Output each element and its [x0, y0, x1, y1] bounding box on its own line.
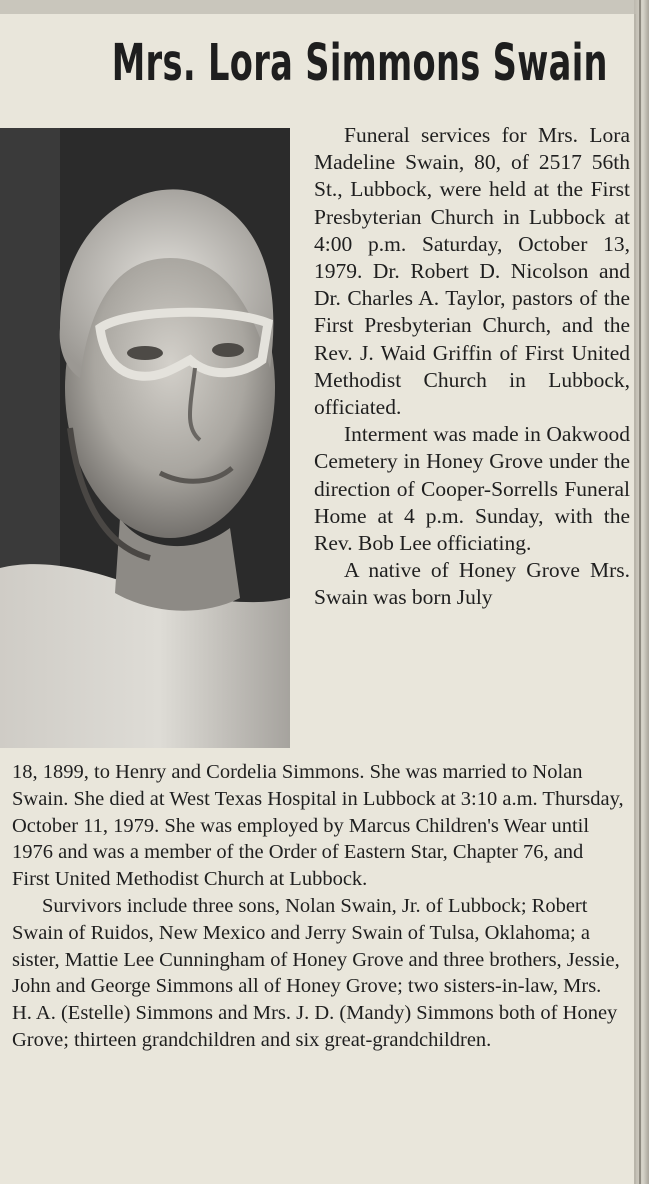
paragraph-funeral-services: Funeral services for Mrs. Lora Madeline Swain, 80, of 2517 56th St., Lubbock, were held at the First Presbyterian Church in Lubbock at 4:00 p.m. Saturday, October 13, 1979. Dr. Robert D. Nicolson and Dr. Charles A. Taylor, pastors of the First Presbyterian Church, and the Rev. J. Waid Griffin of First United Methodist Church in Lubbock, officiated. [314, 123, 630, 420]
paragraph-survivors: Survivors include three sons, Nolan Swain, Jr. of Lubbock; Robert Swain of Ruidos, New Mexico and Jerry Swain of Tulsa, Oklahoma; a sister, Mattie Lee Cunningham of Honey Grove and three brothers, Jessie, John and George Simmons all of Honey Grove; two sisters-in-law, Mrs. H. A. (Estelle) Simmons and Mrs. J. D. (Mandy) Simmons both of Honey Grove; thirteen grandchildren and six great-grandchildren. [12, 894, 620, 1051]
obituary-headline: Mrs. Lora Simmons Swain [111, 34, 608, 93]
portrait-photo-icon [0, 128, 290, 748]
article-column-text [314, 122, 630, 612]
paragraph-native-continued: 18, 1899, to Henry and Cordelia Simmons. She was married to Nolan Swain. She died at West Texas Hospital in Lubbock at 3:10 a.m. Thursday, October 11, 1979. She was employed by Marcus Children's Wear until 1976 and was a member of the Order of Eastern Star, Chapter 76, and First United Methodist Church at Lubbock. [12, 761, 624, 891]
paragraph-native-column: A native of Honey Grove Mrs. Swain was born July [314, 558, 630, 610]
paragraph-interment: Interment was made in Oakwood Cemetery in Honey Grove under the direction of Cooper-Sorrells Funeral Home at 4 p.m. Sunday, with the Rev. Bob Lee officiating. [314, 422, 630, 556]
adjacent-paper-edge [634, 0, 649, 1184]
article-full-width-text [12, 759, 624, 1054]
